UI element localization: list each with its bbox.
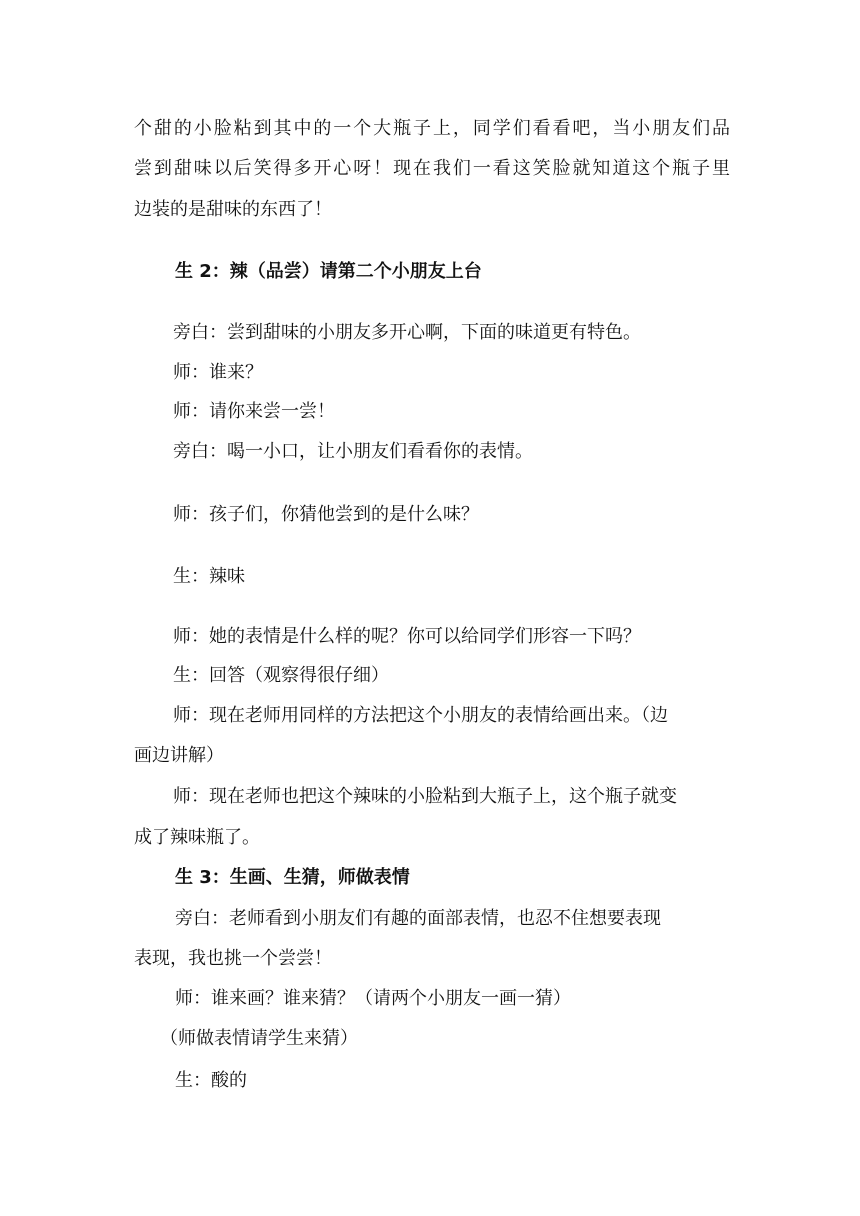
paragraph-line: 画边讲解） [134,745,224,766]
paragraph-line: 成了辣味瓶了。 [134,827,260,848]
paragraph: 师：谁来画？谁来猜？（请两个小朋友一画一猜） [175,988,571,1009]
paragraph: 旁白：尝到甜味的小朋友多开心啊，下面的味道更有特色。 [173,322,641,343]
paragraph-line: 旁白：老师看到小朋友们有趣的面部表情，也忍不住想要表现 [175,908,661,929]
paragraph-line: 师：现在老师也把这个辣味的小脸粘到大瓶子上，这个瓶子就变 [173,786,677,807]
paragraph: 师：她的表情是什么样的呢？你可以给同学们形容一下吗？ [173,626,641,647]
intro-line-1: 个甜的小脸粘到其中的一个大瓶子上，同学们看看吧，当小朋友们品 [134,118,730,139]
paragraph: 旁白：喝一小口，让小朋友们看看你的表情。 [173,441,533,462]
paragraph: 师：谁来？ [173,362,263,383]
paragraph: 生：酸的 [175,1070,247,1091]
paragraph: 师：孩子们，你猜他尝到的是什么味？ [173,504,479,525]
paragraph: 生：回答（观察得很仔细） [173,665,389,686]
paragraph-line: 师：现在老师用同样的方法把这个小朋友的表情给画出来。（边 [173,705,668,726]
paragraph-line: 表现，我也挑一个尝尝！ [134,948,332,969]
intro-line-2: 尝到甜味以后笑得多开心呀！现在我们一看这笑脸就知道这个瓶子里 [134,158,730,179]
section-2-heading: 生 2：辣（品尝）请第二个小朋友上台 [175,261,482,282]
paragraph: （师做表情请学生来猜） [160,1028,358,1049]
paragraph: 生：辣味 [173,566,245,587]
paragraph: 师：请你来尝一尝！ [173,401,335,422]
section-3-heading: 生 3：生画、生猜，师做表情 [175,867,410,888]
intro-line-3: 边装的是甜味的东西了！ [134,199,332,220]
